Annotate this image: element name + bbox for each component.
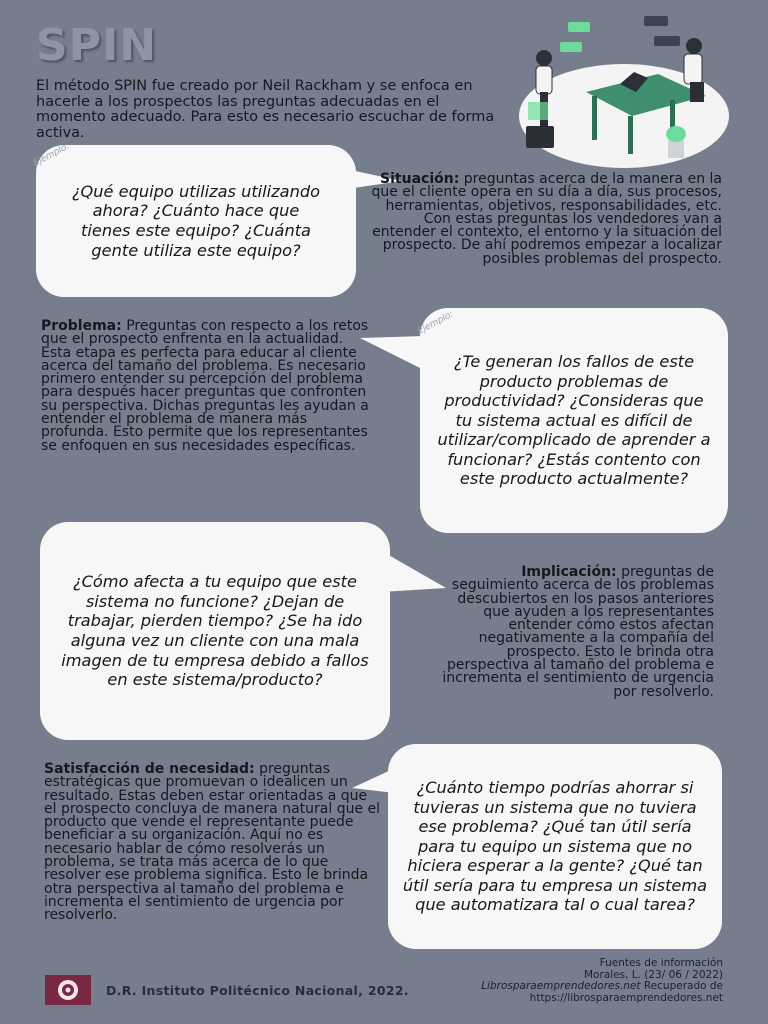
- implicacion-label: Implicación:: [521, 564, 617, 580]
- example-sticker: Ejemplo:: [31, 141, 72, 169]
- plant-icon: [668, 140, 684, 158]
- satisfaccion-paragraph: [44, 763, 384, 923]
- ipn-logo: [45, 975, 91, 1005]
- situacion-example-bubble: [36, 145, 356, 297]
- chat-icon: [560, 42, 582, 52]
- problema-text: Preguntas con respecto a los retos que el prospecto enfrenta en la actualidad. Esta etapa es perfecta para educar al cliente acerca del tamaño del problema. Es necesario primero entender su percepción del problema para después hacer preguntas que confronten su perspectiva. Dichas preguntas les ayudan a entender el problema de manera más profunda. Esto permite que los representantes se enfoquen en sus necesidades específicas.: [41, 318, 369, 454]
- meeting-illustration: [508, 12, 734, 172]
- problema-question: ¿Te generan los fallos de este producto problemas de productividad? ¿Consideras que tu sistema actual es difícil de utilizar/complicado de aprender a funcionar? ¿Estás contento con este producto actualmente?: [437, 351, 711, 489]
- person-icon: [686, 38, 702, 54]
- satisfaccion-label: Satisfacción de necesidad:: [44, 761, 255, 777]
- sources-title: Fuentes de información: [599, 957, 723, 969]
- citation: Morales, L. (23/ 06 / 2022): [583, 968, 723, 981]
- situacion-paragraph: [364, 173, 722, 266]
- problema-example-bubble: [420, 308, 728, 533]
- sources: [481, 958, 723, 1004]
- implicacion-paragraph: [432, 566, 714, 699]
- problema-paragraph: [41, 320, 375, 453]
- source-url[interactable]: https://librosparaemprendedores.net: [529, 991, 723, 1004]
- recovered-label: Recuperado de: [643, 980, 723, 992]
- chat-icon: [644, 16, 668, 26]
- satisfaccion-text: preguntas estratégicas que promuevan o idealicen un resultado. Estas deben estar orientadas a que el prospecto concluya de manera natural que el producto que vende el representante puede beneficiar a su organización. Aquí no es necesario hablar de cómo resolverás un problema, se trata más acerca de lo que resolver ese problema significa. Esto le brinda otra perspectiva al tamaño del problema e incrementa el sentimiento de urgencia por resolverlo.: [44, 761, 381, 924]
- source-site: Librosparaemprendedores.net: [481, 980, 641, 992]
- chat-icon: [654, 36, 680, 46]
- chat-icon: [568, 22, 590, 32]
- situacion-text: preguntas acerca de la manera en la que el cliente opera en su día a día, sus procesos, herramientas, objetivos, responsabilidades, etc. Con estas preguntas los vendedores van a entender el contexto, el entorno y la situación del prospecto. De ahí podremos empezar a localizar posibles problemas del prospecto.: [371, 171, 722, 267]
- implicacion-example-bubble: [40, 522, 390, 740]
- page-title: SPIN: [36, 20, 158, 71]
- implicacion-text: preguntas de seguimiento acerca de los problemas descubiertos en los pasos anteriores que ayuden a los representantes entender cómo estos afectan negativamente a la compañía del prospecto. Esto le brinda otra perspectiva al tamaño del problema e incrementa el sentimiento de urgencia por resolverlo.: [442, 564, 714, 700]
- satisfaccion-question: ¿Cuánto tiempo podrías ahorrar si tuvieras un sistema que no tuviera ese problema? ¿Qué tan útil sería para tu equipo un sistema que no hiciera esperar a la gente? ¿Qué tan útil sería para tu empresa un sistema que automatizara tal o cual tarea?: [402, 777, 708, 915]
- situacion-label: Situación:: [380, 171, 460, 187]
- intro-paragraph: El método SPIN fue creado por Neil Rackham y se enfoca en hacerle a los prospectos las preguntas adecuadas en el momento adecuado. Para esto es necesario escuchar de forma activa.: [36, 78, 495, 141]
- copyright: D.R. Instituto Politécnico Nacional, 2022.: [106, 983, 409, 998]
- satisfaccion-example-bubble: [388, 744, 722, 949]
- person-icon: [536, 50, 552, 66]
- problema-label: Problema:: [41, 318, 122, 334]
- situacion-question: ¿Qué equipo utilizas utilizando ahora? ¿Cuánto hace que tienes este equipo? ¿Cuánta gente utiliza este equipo?: [71, 181, 321, 260]
- briefcase-icon: [526, 126, 554, 148]
- ipn-logo-icon: [56, 978, 80, 1002]
- implicacion-question: ¿Cómo afecta a tu equipo que este sistema no funcione? ¿Dejan de trabajar, pierden tiempo? ¿Se ha ido alguna vez un cliente con una mala imagen de tu empresa debido a fallos en este sistema/producto?: [61, 572, 369, 690]
- example-sticker: Ejemplo:: [415, 309, 456, 337]
